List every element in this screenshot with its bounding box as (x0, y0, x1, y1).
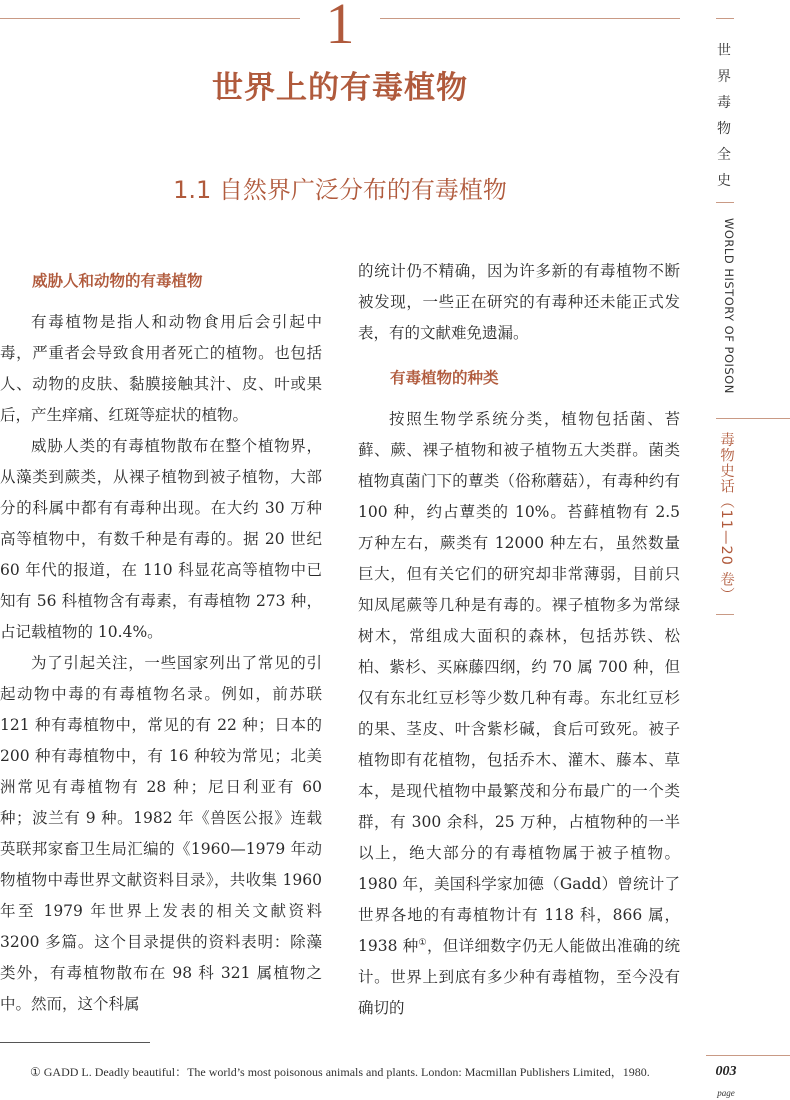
footnote-mark: ① (30, 1065, 41, 1079)
sidebar-title-char: 世 (717, 43, 731, 59)
sidebar-title-char: 界 (717, 69, 731, 85)
sidebar-title-char: 全 (717, 147, 731, 163)
top-rule-left (0, 18, 300, 19)
sidebar-rule (716, 614, 734, 615)
footnote-reference[interactable]: ① (418, 937, 427, 948)
paragraph: 威胁人类的有毒植物散布在整个植物界，从藻类到蕨类，从裸子植物到被子植物，大部分的科属中都有有毒种出现。在大约 30 万种高等植物中，有数千种是有毒的。据 20 世纪 60 年代的报道，在 110 科显花高等植物中已知有 56 科植物含有毒素，有毒植物 273 种，占记载植物的 10.4%。 (0, 437, 322, 641)
top-rule-right (380, 18, 680, 19)
sidebar-title-char: 毒 (717, 95, 731, 111)
chapter-title: 世界上的有毒植物 (212, 70, 468, 106)
sidebar-title-char: 史 (717, 173, 731, 189)
page-label: page (717, 1088, 735, 1098)
sidebar-title-char: 物 (717, 121, 731, 137)
footnote-text: GADD L. Deadly beautiful：The world’s most poisonous animals and plants. London: Macmillan Publishers Limited，1980. (43, 1065, 650, 1079)
footnote (0, 1062, 676, 1083)
paragraph: 有毒植物是指人和动物食用后会引起中毒，严重者会导致食用者死亡的植物。也包括人、动物的皮肤、黏膜接触其汁、皮、叶或果后，产生痒痛、红斑等症状的植物。 (0, 313, 322, 424)
left-column (0, 252, 322, 1020)
page-number: 003 (715, 1064, 737, 1079)
subhead-plant-types: 有毒植物的种类 (390, 369, 499, 387)
sidebar-book-title (712, 38, 736, 194)
sidebar-rule-bottom (706, 1055, 790, 1056)
paragraph-continued: 的统计仍不精确，因为许多新的有毒植物不断被发现，一些正在研究的有毒种还未能正式发表，有的文献难免遗漏。 (358, 262, 680, 342)
paragraph (358, 404, 680, 1024)
sidebar-rule (716, 418, 790, 419)
paragraph-text: ，但详细数字仍无人能做出准确的统计。世界上到底有多少种有毒植物，至今没有确切的 (358, 937, 680, 1017)
right-column (358, 256, 680, 1024)
sidebar-english-title: WORLD HISTORY OF POISON (722, 218, 736, 394)
sidebar-rule-top (716, 18, 734, 19)
sidebar-rule (716, 202, 734, 203)
sidebar-volume-label: 毒物史话（11—20 卷） (718, 432, 734, 603)
chapter-number: 1 (325, 0, 355, 56)
footnote-divider (0, 1042, 150, 1043)
section-title: 1.1 自然界广泛分布的有毒植物 (173, 176, 507, 204)
subhead-threatening-plants: 威胁人和动物的有毒植物 (32, 272, 203, 290)
paragraph-text: 按照生物学系统分类，植物包括菌、苔藓、蕨、裸子植物和被子植物五大类群。菌类植物真菌门下的蕈类（俗称蘑菇），有毒种约有 100 种，约占蕈类的 10%。苔藓植物有 2.5 万种左右，蕨类有 12000 种左右，虽然数量巨大，但有关它们的研究却非常薄弱，目前只知凤尾蕨等几种是有毒的。裸子植物多为常绿树木，常组成大面积的森林，包括苏铁、松柏、紫杉、买麻藤四纲，约 70 属 700 种，但仅有东北红豆杉等少数几种有毒。东北红豆杉的果、茎皮、叶含紫杉碱，食后可致死。被子植物即有花植物，包括乔木、灌木、藤本、草本，是现代植物中最繁茂和分布最广的一个类群，有 300 余科，25 万种，占植物种的一半以上，绝大部分的有毒植物属于被子植物。1980 年，美国科学家加德（Gadd）曾统计了世界各地的有毒植物计有 118 科，866 属，1938 种 (358, 410, 680, 955)
paragraph: 为了引起关注，一些国家列出了常见的引起动物中毒的有毒植物名录。例如，前苏联 121 种有毒植物中，常见的有 22 种；日本的 200 种有毒植物中，有 16 种较为常见；北美洲常见有毒植物有 28 种；尼日利亚有 60 种；波兰有 9 种。1982 年《兽医公报》连载英联邦家畜卫生局汇编的《1960—1979 年动物植物中毒世界文献资料目录》，共收集 1960 年至 1979 年世界上发表的相关文献资料 3200 多篇。这个目录提供的资料表明：除藻类外，有毒植物散布在 98 科 321 属植物之中。然而，这个科属 (0, 654, 322, 1013)
